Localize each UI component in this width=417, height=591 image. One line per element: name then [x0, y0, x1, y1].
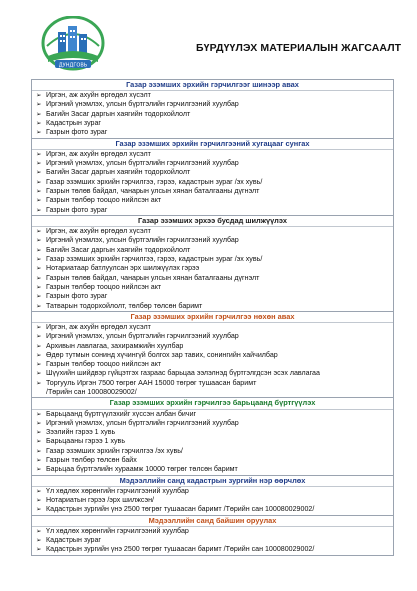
arrow-bullet-icon: ➢ — [36, 283, 42, 291]
page-title: БҮРДҮҮЛЭХ МАТЕРИАЛЫН ЖАГСААЛТ — [196, 42, 402, 54]
list-item — [32, 428, 393, 437]
arrow-bullet-icon: ➢ — [36, 487, 42, 495]
arrow-bullet-icon: ➢ — [36, 274, 42, 282]
arrow-bullet-icon: ➢ — [36, 342, 42, 350]
arrow-bullet-icon: ➢ — [36, 246, 42, 254]
list-item-text: Иргэн, аж ахуйн өргөдөл хүсэлт — [46, 227, 151, 236]
section-1 — [32, 80, 393, 138]
list-item-text: Торгууль Иргэн 7500 төгрөг ААН 15000 төгрөг тушаасан баримт — [46, 378, 257, 387]
arrow-bullet-icon: ➢ — [36, 120, 42, 128]
list-item — [32, 206, 393, 215]
arrow-bullet-icon: ➢ — [36, 506, 42, 514]
list-item-text: Нотариатын гэрээ /эрх шилжсэн/ — [46, 496, 154, 505]
list-item-text: Үл хөдлөх хөрөнгийн гэрчилгээний хуулбар — [46, 526, 189, 535]
organization-logo-icon — [38, 16, 108, 72]
list-item — [32, 178, 393, 187]
arrow-bullet-icon: ➢ — [36, 438, 42, 446]
arrow-bullet-icon: ➢ — [36, 527, 42, 535]
list-item — [32, 342, 393, 351]
list-item — [32, 419, 393, 428]
list-item — [32, 110, 393, 119]
list-item-text: Багийн Засаг даргын хаягийн тодорхойлолт — [46, 109, 191, 118]
list-item — [32, 227, 393, 236]
list-item — [32, 465, 393, 474]
arrow-bullet-icon: ➢ — [36, 129, 42, 137]
list-item — [32, 100, 393, 109]
arrow-bullet-icon: ➢ — [36, 419, 42, 427]
page-header — [0, 0, 417, 80]
list-item-text: Газрын төлбөр тооцоо нийлсэн акт — [46, 282, 162, 291]
list-item-text: Өдөр тутмын сонинд хүчингүй болгох зар тавих, сонингийн хайчилбар — [46, 350, 278, 359]
list-item-text: Барьцаа бүртгэлийн хураамж 10000 төгрөг төлсөн баримт — [46, 465, 238, 474]
arrow-bullet-icon: ➢ — [36, 351, 42, 359]
arrow-bullet-icon: ➢ — [36, 293, 42, 301]
list-item-text: Зээлийн гэрээ 1 хувь — [46, 428, 116, 437]
list-item-text: Газрын төлбөр тооцоо нийлсэн акт — [46, 196, 162, 205]
section-title: Мэдээллийн санд кадастрын зургийн нэр өөрчлөх — [32, 476, 393, 487]
list-item-text: Архивын лавлагаа, захирамжийн хуулбар — [46, 341, 184, 350]
list-item-text: Иргэний үнэмлэх, улсын бүртгэлийн гэрчилгээний хуулбар — [46, 159, 239, 168]
list-item — [32, 536, 393, 545]
arrow-bullet-icon: ➢ — [36, 206, 42, 214]
list-item-text: Газрын фото зураг — [46, 205, 108, 214]
list-item-text: Газрын төлөв байдал, чанарын улсын хянан баталгааны дүгнэлт — [46, 187, 260, 196]
list-item — [32, 246, 393, 255]
arrow-bullet-icon: ➢ — [36, 265, 42, 273]
list-item — [32, 159, 393, 168]
section-3 — [32, 215, 393, 311]
list-item-text: Иргэний үнэмлэх, улсын бүртгэлийн гэрчилгээний хуулбар — [46, 418, 239, 427]
list-item-text: Газрын фото зураг — [46, 128, 108, 137]
section-title: Газар эзэмших эрхийн гэрчилгээ нөхөн авах — [32, 312, 393, 323]
section-6 — [32, 475, 393, 515]
list-item-text: Кадастрын зураг — [46, 119, 102, 128]
arrow-bullet-icon: ➢ — [36, 361, 42, 369]
list-item-text: Барьцааны гэрээ 1 хувь — [46, 437, 126, 446]
list-item — [32, 91, 393, 100]
list-item-text: Газар эзэмших эрхийн гэрчилгээ, гэрээ, кадастрын зураг /эх хувь/ — [46, 255, 263, 264]
list-item-text: Иргэний үнэмлэх, улсын бүртгэлийн гэрчилгээний хуулбар — [46, 332, 239, 341]
list-item — [32, 369, 393, 378]
arrow-bullet-icon: ➢ — [36, 466, 42, 474]
list-item — [32, 505, 393, 514]
arrow-bullet-icon: ➢ — [36, 429, 42, 437]
list-item-text: /Төрийн сан 100080029002/ — [46, 388, 137, 397]
list-item — [32, 496, 393, 505]
list-item — [32, 447, 393, 456]
list-item — [32, 302, 393, 311]
list-item — [32, 410, 393, 419]
list-item-text: Багийн Засаг даргын хаягийн тодорхойлолт — [46, 245, 191, 254]
list-item — [32, 274, 393, 283]
arrow-bullet-icon: ➢ — [36, 457, 42, 465]
list-item-text: Газар эзэмших эрхийн гэрчилгээ, гэрээ, кадастрын зураг /эх хувь/ — [46, 177, 263, 186]
list-item — [32, 379, 393, 388]
section-title: Газар эзэмших эрхээ бусдад шилжүүлэх — [32, 216, 393, 227]
list-item — [32, 283, 393, 292]
list-item — [32, 187, 393, 196]
arrow-bullet-icon: ➢ — [36, 370, 42, 378]
list-item — [32, 196, 393, 205]
arrow-bullet-icon: ➢ — [36, 160, 42, 168]
list-item-text: Газар эзэмших эрхийн гэрчилгээ /эх хувь/ — [46, 446, 183, 455]
section-title: Газар эзэмших эрхийн гэрчилгээний хугацааг сунгах — [32, 139, 393, 150]
arrow-bullet-icon: ➢ — [36, 333, 42, 341]
list-item — [32, 437, 393, 446]
section-5 — [32, 397, 393, 474]
list-item-text: Газрын төлбөр тооцоо нийлсэн акт — [46, 360, 162, 369]
list-item — [32, 119, 393, 128]
section-2 — [32, 138, 393, 215]
arrow-bullet-icon: ➢ — [36, 410, 42, 418]
arrow-bullet-icon: ➢ — [36, 256, 42, 264]
arrow-bullet-icon: ➢ — [36, 228, 42, 236]
list-item-text: Газрын төлөв байдал, чанарын улсын хянан баталгааны дүгнэлт — [46, 273, 260, 282]
section-title: Мэдээллийн санд байшин оруулах — [32, 516, 393, 527]
requirements-table — [31, 79, 394, 556]
list-item-text: Иргэний үнэмлэх, улсын бүртгэлийн гэрчилгээний хуулбар — [46, 236, 239, 245]
list-item-text: Үл хөдлөх хөрөнгийн гэрчилгээний хуулбар — [46, 486, 189, 495]
list-item — [32, 292, 393, 301]
arrow-bullet-icon: ➢ — [36, 101, 42, 109]
list-item — [32, 255, 393, 264]
list-item-text: Газрын фото зураг — [46, 292, 108, 301]
logo-text: ДУНДГОВЬ — [58, 62, 88, 69]
arrow-bullet-icon: ➢ — [36, 110, 42, 118]
list-item — [32, 236, 393, 245]
list-item — [32, 487, 393, 496]
arrow-bullet-icon: ➢ — [36, 197, 42, 205]
section-title: Газар эзэмших эрхийн гэрчилгээ барьцаанд бүртгүүлэх — [32, 398, 393, 409]
arrow-bullet-icon: ➢ — [36, 169, 42, 177]
list-item — [32, 456, 393, 465]
list-item — [32, 150, 393, 159]
arrow-bullet-icon: ➢ — [36, 302, 42, 310]
list-item — [32, 388, 393, 397]
arrow-bullet-icon: ➢ — [36, 188, 42, 196]
list-item — [32, 360, 393, 369]
list-item-text: Иргэн, аж ахуйн өргөдөл хүсэлт — [46, 322, 151, 331]
list-item-text: Нотариатаар батлуулсан эрх шилжүүлэх гэрээ — [46, 264, 200, 273]
section-4 — [32, 311, 393, 398]
list-item-text: Иргэний үнэмлэх, улсын бүртгэлийн гэрчилгээний хуулбар — [46, 100, 239, 109]
section-7 — [32, 515, 393, 555]
arrow-bullet-icon: ➢ — [36, 92, 42, 100]
list-item-text: Газрын төлбөр төлсөн байх — [46, 456, 137, 465]
arrow-bullet-icon: ➢ — [36, 323, 42, 331]
list-item — [32, 128, 393, 137]
arrow-bullet-icon: ➢ — [36, 379, 42, 387]
list-item — [32, 351, 393, 360]
list-item — [32, 264, 393, 273]
section-title: Газар эзэмших эрхийн гэрчилгээг шинээр авах — [32, 80, 393, 91]
list-item — [32, 545, 393, 554]
list-item-text: Кадастрын зураг — [46, 536, 102, 545]
list-item-text: Иргэн, аж ахуйн өргөдөл хүсэлт — [46, 149, 151, 158]
list-item-text: Кадастрын зургийн үнэ 2500 төгрөг тушаасан баримт /Төрийн сан 100080029002/ — [46, 505, 315, 514]
list-item — [32, 332, 393, 341]
list-item-text: Кадастрын зургийн үнэ 2500 төгрөг тушаасан баримт /Төрийн сан 100080029002/ — [46, 545, 315, 554]
arrow-bullet-icon: ➢ — [36, 178, 42, 186]
arrow-bullet-icon: ➢ — [36, 150, 42, 158]
list-item-text: Иргэн, аж ахуйн өргөдөл хүсэлт — [46, 91, 151, 100]
list-item-text: Багийн Засаг даргын хаягийн тодорхойлолт — [46, 168, 191, 177]
arrow-bullet-icon: ➢ — [36, 237, 42, 245]
arrow-bullet-icon: ➢ — [36, 497, 42, 505]
list-item — [32, 323, 393, 332]
list-item-text: Барьцаанд бүртгүүлэхийг хүссэн албан бичиг — [46, 409, 197, 418]
list-item-text: Шүүхийн шийдвэр гүйцэтгэх газраас барьцаа ээлэлнэд бүртгэлгдсэн эсэх лавлагаа — [46, 369, 320, 378]
list-item — [32, 527, 393, 536]
arrow-bullet-icon: ➢ — [36, 537, 42, 545]
arrow-bullet-icon: ➢ — [36, 447, 42, 455]
arrow-bullet-icon: ➢ — [36, 546, 42, 554]
list-item-text: Татварын тодорхойлолт, төлбөр төлсөн баримт — [46, 301, 203, 310]
list-item — [32, 168, 393, 177]
